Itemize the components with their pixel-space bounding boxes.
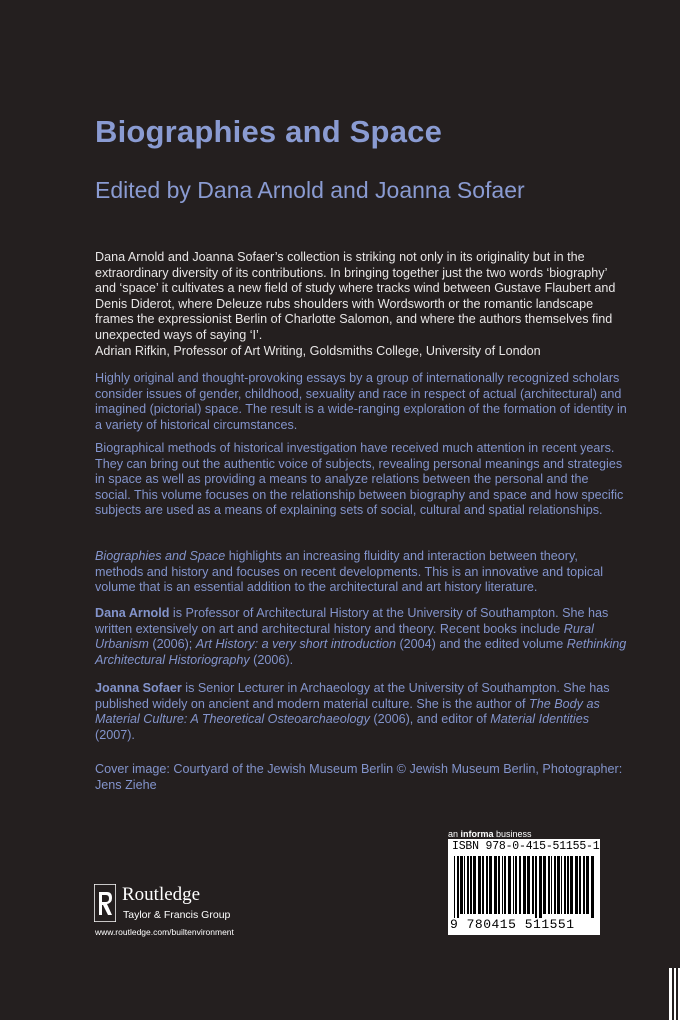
barcode-bar (551, 856, 552, 914)
bio-joanna-sofaer (95, 681, 627, 743)
barcode-bar (586, 856, 589, 914)
barcode-bar (513, 856, 514, 914)
routledge-logo-icon (94, 884, 116, 922)
barcode-bar (486, 856, 488, 914)
review-attribution: Adrian Rifkin, Professor of Art Writing, Goldsmiths College, University of London (95, 344, 541, 358)
bio-arnold-name: Dana Arnold (95, 606, 170, 620)
blurb-paragraph-3-text: highlights an increasing fluidity and interaction between theory, methods and history and focuses on recent developments. This is an innovative and topical volume that is an essential addition to the architectural and art history literature. (95, 549, 604, 595)
barcode-bar (570, 856, 573, 914)
barcode-bar (591, 856, 594, 918)
bio-sofaer-text-1: is Senior Lecturer in Archaeology at the University of Southampton. She has published widely on ancient and modern material culture. She is the author of (95, 681, 610, 711)
barcode-bar (564, 856, 566, 914)
barcode-bar (460, 856, 463, 914)
barcode (448, 839, 600, 935)
ean-digits: 9 780415 511551 (450, 917, 575, 932)
blurb-book-title: Biographies and Space (95, 549, 226, 563)
barcode-bar (470, 856, 472, 914)
bio-sofaer-name: Joanna Sofaer (95, 681, 182, 695)
bio-sofaer-book-1: The Body as Material Culture: A Theoretical Osteoarchaeology (95, 696, 600, 727)
barcode-bar (575, 856, 578, 914)
barcode-bar (454, 856, 455, 918)
barcode-bar (548, 856, 550, 914)
barcode-bar (557, 856, 560, 914)
barcode-bar (539, 856, 542, 918)
barcode-bar (523, 856, 526, 914)
bio-arnold-text-4: (2006). (249, 652, 294, 667)
publisher-url: www.routledge.com/builtenvironment (95, 927, 234, 937)
barcode-bar (502, 856, 503, 914)
publisher-name: Routledge (122, 884, 201, 905)
informa-prefix: an (448, 829, 461, 839)
bio-arnold-book-1: Rural Urbanism (95, 621, 594, 652)
edge-strip (669, 968, 680, 1020)
barcode-bar (473, 856, 476, 914)
bio-arnold-text-1: is Professor of Architectural History at the University of Southampton. She has written extensively on art and architectural history and theory. Recent books include (95, 606, 609, 636)
blurb-paragraph-1: Highly original and thought-provoking essays by a group of internationally recognized scholars consider issues of gender, childhood, sexuality and race in respect of actual (architectural) and imagined (pictorial) space. The result is a wide-ranging exploration of the formation of identity in a variety of historical circumstances. (95, 371, 627, 432)
book-editors: Edited by Dana Arnold and Joanna Sofaer (95, 177, 525, 203)
barcode-bar (482, 856, 484, 914)
barcode-bar (508, 856, 511, 914)
bio-arnold-book-2: Art History: a very short introduction (195, 637, 396, 652)
bio-arnold-text-3: (2004) and the edited volume (395, 637, 567, 652)
bio-arnold-book-3: Rethinking Architectural Historiography (95, 637, 627, 667)
blurb-paragraph-2: Biographical methods of historical investigation have received much attention in recent years. They can bring out the authentic voice of subjects, revealing personal meanings and strategies in space as well as providing a means to analyze relations between the personal and the social. This volume focuses on the relationship between biography and space and how specific subjects are used as a means of explaining sets of social, cultural and spatial relationships. (95, 441, 624, 518)
barcode-bar (515, 856, 517, 914)
bio-sofaer-text-2: (2006), and editor of (369, 712, 491, 727)
barcode-bar (519, 856, 521, 914)
barcode-bar (543, 856, 546, 914)
barcode-bar (583, 856, 585, 914)
publisher-group: Taylor & Francis Group (123, 909, 231, 921)
bio-arnold-text-2: (2006); (148, 637, 196, 652)
barcode-bar (504, 856, 506, 914)
isbn-text: ISBN 978-0-415-51155-1 (452, 840, 600, 853)
informa-tagline (448, 829, 532, 839)
blurb-paragraph-3 (95, 549, 627, 596)
informa-word: informa (460, 829, 494, 839)
barcode-bar (489, 856, 492, 914)
barcode-bar (532, 856, 534, 914)
barcode-bar (467, 856, 469, 914)
bio-dana-arnold (95, 606, 627, 668)
barcode-bar (567, 856, 569, 914)
barcode-bar (498, 856, 500, 914)
cover-credit: Cover image: Courtyard of the Jewish Museum Berlin © Jewish Museum Berlin, Photographer: Jens Ziehe (95, 762, 623, 792)
barcode-bars (452, 856, 596, 918)
barcode-bar (554, 856, 556, 914)
book-title: Biographies and Space (95, 114, 443, 149)
barcode-bar (527, 856, 530, 914)
barcode-bar (478, 856, 481, 914)
bio-sofaer-text-3: (2007). (95, 727, 135, 742)
barcode-bar (561, 856, 562, 914)
barcode-bar (579, 856, 581, 914)
barcode-bar (457, 856, 459, 918)
informa-suffix: business (493, 829, 532, 839)
bio-sofaer-book-2: Material Identities (490, 712, 589, 727)
barcode-bar (494, 856, 497, 914)
barcode-bar (535, 856, 537, 918)
review-quote: Dana Arnold and Joanna Sofaer’s collection is striking not only in its originality but in the extraordinary diversity of its contributions. In bringing together just the two words ‘biography’ and ‘space’ it cultivates a new field of study where tracks wind between Gustave Flaubert and Denis Diderot, where Deleuze rubs shoulders with Wordsworth or the romantic landscape frames the expressionist Berlin of Charlotte Salomon, and where the authors themselves find unexpected ways of saying ‘I’. (95, 250, 616, 342)
barcode-bar (464, 856, 465, 914)
